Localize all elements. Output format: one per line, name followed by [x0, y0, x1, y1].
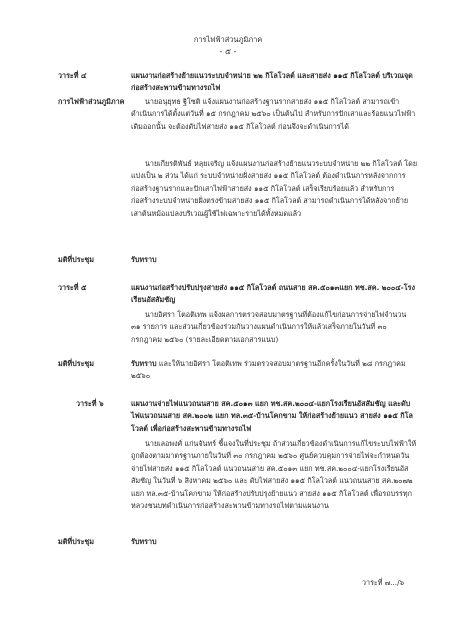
agenda-4-org-label: การไฟฟ้าส่วนภูมิภาค [58, 97, 125, 106]
agenda-5-resolution-bold: รับทราบ [131, 359, 157, 368]
agenda-4-paragraph-2: นายเกียรติพันธ์ หลุยเจริญ แจ้งแผนงานก่อสร้างย้ายแนวระบบจำหน่าย ๒๒ กิโลโวลต์ โดยแบ่งเป็น ๒ ส่วน ได้แก่ ระบบจำหน่ายฝั่งสายส่ง ๑๑๕ กิโลโวลต์ ต้องดำเนินการหลังจากการก่อสร้างฐานรากและปักเสาไฟฟ้าสายส่ง ๑๑๕ กิโลโวลต์ เสร็จเรียบร้อยแล้ว สำหรับการก่อสร้างระบบจำหน่ายฝั่งตรงข้ามสายส่ง ๑๑๕ กิโลโวลต์ สามารถดำเนินการได้หลังจากย้ายเสาต้นหม้อแปลงบริเวณผู้ใช้ไฟเฉพาะรายได้ทั้งหมดแล้ว [131, 159, 418, 218]
agenda-6-label: วาระที่ ๖ [76, 399, 104, 408]
agenda-4-resolution-label: มติที่ประชุม [58, 255, 95, 264]
agenda-6-resolution-label: มติที่ประชุม [58, 537, 95, 546]
header-title: การไฟฟ้าส่วนภูมิภาค [193, 35, 263, 44]
agenda-6-paragraph-1: นายเลอพงศ์ แก่นจันทร์ ชี้แจงในที่ประชุม ถ้าส่วนเกี่ยวข้องดำเนินการแก้ไขระบบไฟฟ้าให้ถูกต้องตามมาตรฐานภายในวันที่ ๓๐ กรกฎาคม ๒๕๖๐ ศูนย์ควบคุมการจ่ายไฟจะกำหนดวันจ่ายไฟสายส่ง ๑๑๕ กิโลโวลต์ แนวถนนสาย สค.๕๐๑๓ แยก ทช.สค.๒๐๐๔-แยกโรงเรียนอัสสัมชัญ ในวันที่ ๖ สิงหาคม ๒๕๖๐ และ ดับไฟสายส่ง ๑๑๕ กิโลโวลต์ แนวถนนสาย สค.๒๐๗๒ แยก ทล.๓๕-บ้านโคกขาม ให้ก่อสร้างปรับปรุงย้ายแนว สายส่ง ๑๑๕ กิโลโวลต์ เพื่อรถบรรทุกหลวงชนบทดำเนินการก่อสร้างสะพานข้ามทางรถไฟตามแผนงาน [131, 439, 417, 511]
agenda-4-label: วาระที่ ๔ [58, 71, 87, 80]
agenda-6-title: แผนงานจ่ายไฟแนวถนนสาย สค.๕๐๑๓ แยก ทช.สค.๒๐๐๔-แยกโรงเรียนอัสสัมชัญ และดับไฟแนวถนนสาย สค.๒๐๐๒ แยก ทล.๓๕-บ้านโคกขาม ให้ก่อสร้างย้ายแนว สายส่ง ๑๑๕ กิโลโวลต์ เพื่อก่อสร้างสะพานข้ามทางรถไฟ [131, 399, 413, 433]
page-number: - ๕ - [219, 47, 237, 56]
page-header [0, 34, 456, 58]
agenda-5-resolution [131, 358, 418, 383]
page-footer-continuation: วาระที่ ๗.../๖ [362, 578, 405, 587]
agenda-4-paragraph-1: นายอนุยุทธ ฐิโซติ แจ้งแผนงานก่อสร้างฐานรากสายส่ง ๑๑๕ กิโลโวลต์ สามารถเข้าดำเนินการได้ตั้งแต่วันที่ ๑๕ กรกฎาคม ๒๕๖๐ เป็นต้นไป สำหรับการปักเสาและร้อยแนวไฟฟ้าเดิมออกนั้น จะต้องดับไฟสายส่ง ๑๑๕ กิโลโวลต์ ก่อนจึงจะดำเนินการได้ [131, 97, 416, 131]
agenda-5-paragraph-1: นายอิศรา โตอติเทพ แจ้งผลการตรวจสอบมาตรฐานที่ต้องแก้ไขก่อนการจ่ายไฟจำนวน ๓๑ รายการ และส่วนเกี่ยวข้องร่วมกันวางแผนดำเนินการให้แล้วเสร็จภายในวันที่ ๓๐ กรกฎาคม ๒๕๖๐ (รายละเอียดตามเอกสารแนบ) [131, 310, 407, 344]
agenda-4-resolution: รับทราบ [131, 255, 157, 264]
agenda-5-resolution-text: และให้นายอิศรา โตอติเทพ ร่วมตรวจสอบมาตรฐานอีกครั้งในวันที่ ๒๘ กรกฎาคม ๒๕๖๐ [131, 359, 406, 381]
agenda-4-title: แผนงานก่อสร้างย้ายแนวระบบจำหน่าย ๒๒ กิโลโวลต์ และสายส่ง ๑๑๕ กิโลโวลต์ บริเวณจุดก่อสร้างสะพานข้ามทางรถไฟ [131, 71, 413, 93]
agenda-5-title: แผนงานก่อสร้างปรับปรุงสายส่ง ๑๑๕ กิโลโวลต์ ถนนสาย สค.๕๐๑๓แยก ทช.สค. ๒๐๐๔-โรงเรียนอัสสัมชัญ [131, 283, 415, 305]
agenda-6-resolution: รับทราบ [131, 537, 157, 546]
agenda-5-resolution-label: มติที่ประชุม [58, 359, 95, 368]
agenda-5-label: วาระที่ ๕ [58, 283, 87, 292]
